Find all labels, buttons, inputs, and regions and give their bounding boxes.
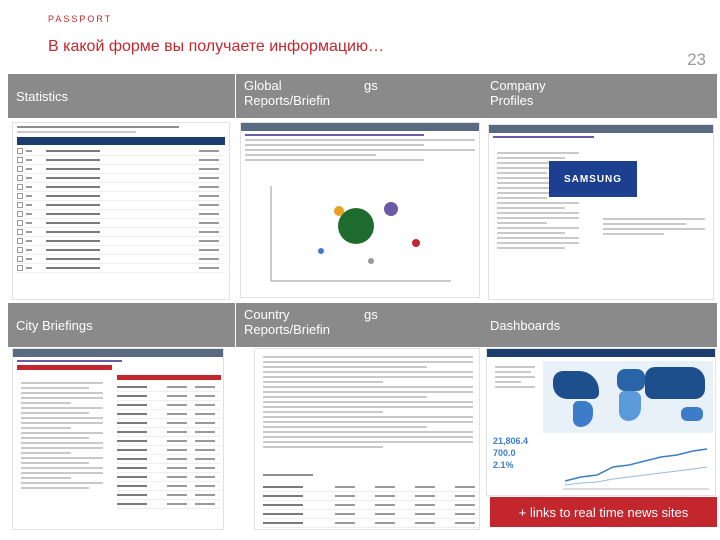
dashboard-stat-3: 2.1%: [493, 460, 514, 470]
thumb-header-bar: [241, 123, 479, 131]
bubble-small-2: [384, 202, 398, 216]
dashboard-line-chart: [561, 437, 711, 493]
global-briefings-thumbnail[interactable]: [240, 122, 480, 298]
thumb-header-bar: [13, 349, 223, 357]
header-city-briefings-label: City Briefings: [16, 317, 93, 333]
city-briefings-thumbnail[interactable]: [12, 348, 224, 530]
thumb-heading-line: [493, 136, 594, 138]
thumb-title-line: [17, 126, 179, 128]
header-country-briefings-suffix: gs: [364, 307, 378, 322]
bubble-large: [338, 208, 374, 244]
statistics-thumbnail[interactable]: [12, 122, 230, 300]
bubble-small-1: [334, 206, 344, 216]
thumb-text-line: [17, 131, 136, 133]
header-global-briefings-label: Global Reports/Briefin: [244, 78, 330, 108]
bubble-small-5: [368, 258, 374, 264]
country-briefings-thumbnail[interactable]: [254, 348, 480, 530]
header-dashboards[interactable]: [482, 303, 717, 347]
world-map: [543, 361, 713, 433]
thumb-header-bar: [489, 125, 713, 133]
slide-title: В какой форме вы получаете информацию…: [48, 38, 384, 55]
thumb-red-heading: [17, 365, 112, 370]
news-links-banner[interactable]: + links to real time news sites: [490, 497, 717, 527]
header-statistics[interactable]: [8, 74, 235, 118]
header-statistics-label: Statistics: [16, 88, 69, 104]
samsung-logo: SAMSUNG: [549, 161, 637, 197]
header-global-briefings[interactable]: [236, 74, 486, 118]
header-global-briefings-suffix: gs: [364, 78, 378, 93]
header-country-briefings[interactable]: [236, 303, 486, 347]
header-country-briefings-label: Country Reports/Briefin: [244, 307, 330, 337]
header-dashboards-label: Dashboards: [490, 317, 561, 333]
header-company-profiles-label: Company Profiles: [490, 78, 546, 108]
dashboard-stat-2: 700.0: [493, 448, 516, 458]
dashboards-thumbnail[interactable]: [486, 348, 716, 496]
company-profiles-thumbnail[interactable]: [488, 124, 714, 300]
thumb-header-bar: [487, 349, 715, 357]
bubble-small-3: [412, 239, 420, 247]
dashboard-stat-1: 21,806.4: [493, 436, 529, 446]
thumb-heading-line: [245, 134, 424, 136]
header-company-profiles[interactable]: [482, 74, 717, 118]
bubble-chart: [261, 181, 461, 291]
bubble-small-4: [318, 248, 324, 254]
header-city-briefings[interactable]: [8, 303, 235, 347]
thumb-table: [17, 147, 225, 273]
page-number: 23: [687, 50, 706, 69]
thumb-filter-bar: [17, 137, 225, 145]
brand-label: PASSPORT: [48, 14, 113, 24]
